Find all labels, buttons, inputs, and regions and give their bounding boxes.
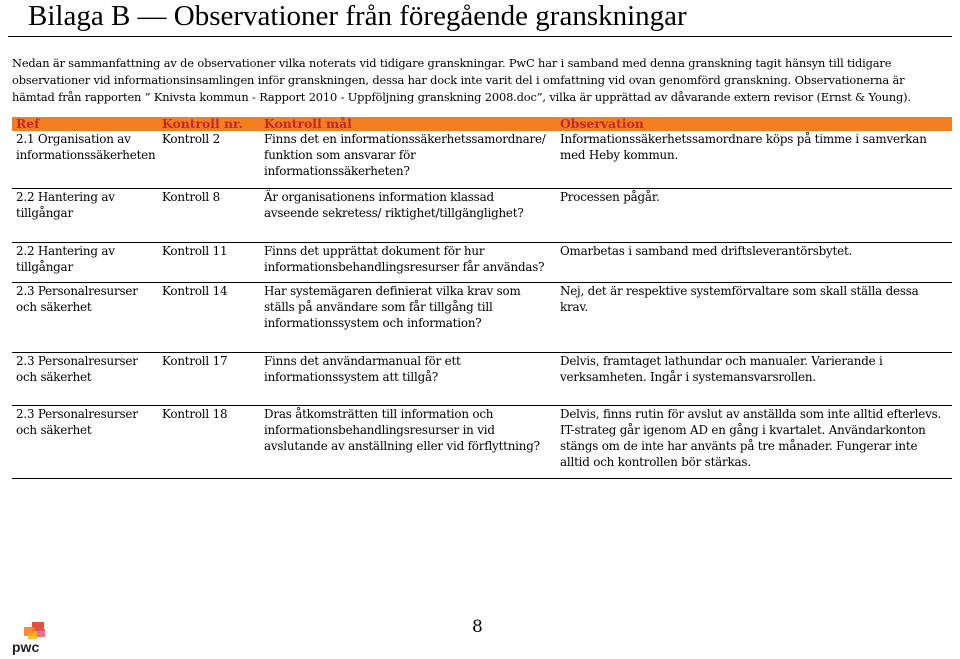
cell-kontroll: Kontroll 2 bbox=[158, 131, 260, 188]
cell-mal: Finns det en informationssäkerhetssamordnare/ funktion som ansvarar för informationssäkerheten? bbox=[260, 131, 556, 188]
table-header-row bbox=[12, 117, 952, 131]
cell-observation: Omarbetas i samband med driftsleverantörsbytet. bbox=[556, 242, 952, 282]
cell-mal: Har systemägaren definierat vilka krav som ställs på användare som får tillgång till informationssystem och information? bbox=[260, 282, 556, 352]
cell-ref: 2.2 Hantering av tillgångar bbox=[12, 188, 158, 242]
cell-observation: Delvis, finns rutin för avslut av anställda som inte alltid efterlevs. IT-strateg går igenom AD en gång i kvartalet. Användarkonton stängs om de inte har använts på tre månader. Fungerar inte alltid och kontrollen bör stärkas. bbox=[560, 406, 942, 469]
header-kontroll-mal: Kontroll mål bbox=[260, 117, 556, 131]
intro-line: observationer vid informationsinsamlingen inför granskningen, dessa har dock inte varit del i omfattning vid ovan genomförd granskning. Observationerna är bbox=[12, 72, 905, 87]
cell-mal: Finns det användarmanual för ett informationssystem att tillgå? bbox=[260, 352, 556, 405]
table-row bbox=[12, 188, 952, 242]
cell-ref: 2.2 Hantering av tillgångar bbox=[12, 242, 158, 282]
cell-mal: Är organisationens information klassad avseende sekretess/ riktighet/tillgänglighet? bbox=[260, 188, 556, 242]
cell-kontroll: Kontroll 8 bbox=[158, 188, 260, 242]
cell-mal: Dras åtkomsträtten till information och informationsbehandlingsresurser in vid avslutande av anställning eller vid förflyttning? bbox=[264, 406, 540, 453]
intro-line: hämtad från rapporten ” Knivsta kommun - Rapport 2010 - Uppföljning granskning 2008.doc”, vilka är upprättad av dåvarande extern revisor (Ernst & Young). bbox=[12, 89, 911, 104]
observations-table bbox=[12, 117, 952, 477]
cell-kontroll: Kontroll 11 bbox=[158, 242, 260, 282]
logo-text: pwc bbox=[12, 639, 40, 655]
cell-ref: 2.3 Personalresurser och säkerhet bbox=[16, 406, 138, 437]
header-observation: Observation bbox=[556, 117, 952, 131]
cell-kontroll: Kontroll 18 bbox=[162, 406, 228, 421]
cell-mal: Finns det upprättat dokument för hur informationsbehandlingsresurser får användas? bbox=[260, 242, 556, 282]
cell-ref: 2.3 Personalresurser och säkerhet bbox=[12, 352, 158, 405]
header-kontroll-nr: Kontroll nr. bbox=[158, 117, 260, 131]
table-row bbox=[12, 405, 952, 477]
cell-observation: Processen pågår. bbox=[556, 188, 952, 242]
table-row bbox=[12, 131, 952, 188]
header-ref: Ref bbox=[12, 117, 158, 131]
table-row bbox=[12, 282, 952, 352]
cell-kontroll: Kontroll 17 bbox=[158, 352, 260, 405]
cell-ref: 2.3 Personalresurser och säkerhet bbox=[12, 282, 158, 352]
cell-ref: 2.1 Organisation av informationssäkerheten bbox=[12, 131, 158, 188]
cell-observation: Nej, det är respektive systemförvaltare som skall ställa dessa krav. bbox=[556, 282, 952, 352]
cell-observation: Informationssäkerhetssamordnare köps på timme i samverkan med Heby kommun. bbox=[556, 131, 952, 188]
table-row bbox=[12, 352, 952, 405]
intro-paragraph bbox=[12, 55, 952, 105]
cell-observation: Delvis, framtaget lathundar och manualer. Varierande i verksamheten. Ingår i systemansvarsrollen. bbox=[556, 352, 952, 405]
title-rule bbox=[8, 36, 952, 37]
table-bottom-rule bbox=[12, 478, 952, 479]
table-row bbox=[12, 242, 952, 282]
intro-line: Nedan är sammanfattning av de observationer vilka noterats vid tidigare granskningar. PwC har i samband med denna granskning tagit hänsyn till tidigare bbox=[12, 56, 892, 70]
page-number: 8 bbox=[472, 617, 483, 637]
cell-kontroll: Kontroll 14 bbox=[158, 282, 260, 352]
pwc-logo bbox=[10, 622, 54, 656]
page-title: Bilaga B — Observationer från föregående granskningar bbox=[28, 0, 687, 32]
